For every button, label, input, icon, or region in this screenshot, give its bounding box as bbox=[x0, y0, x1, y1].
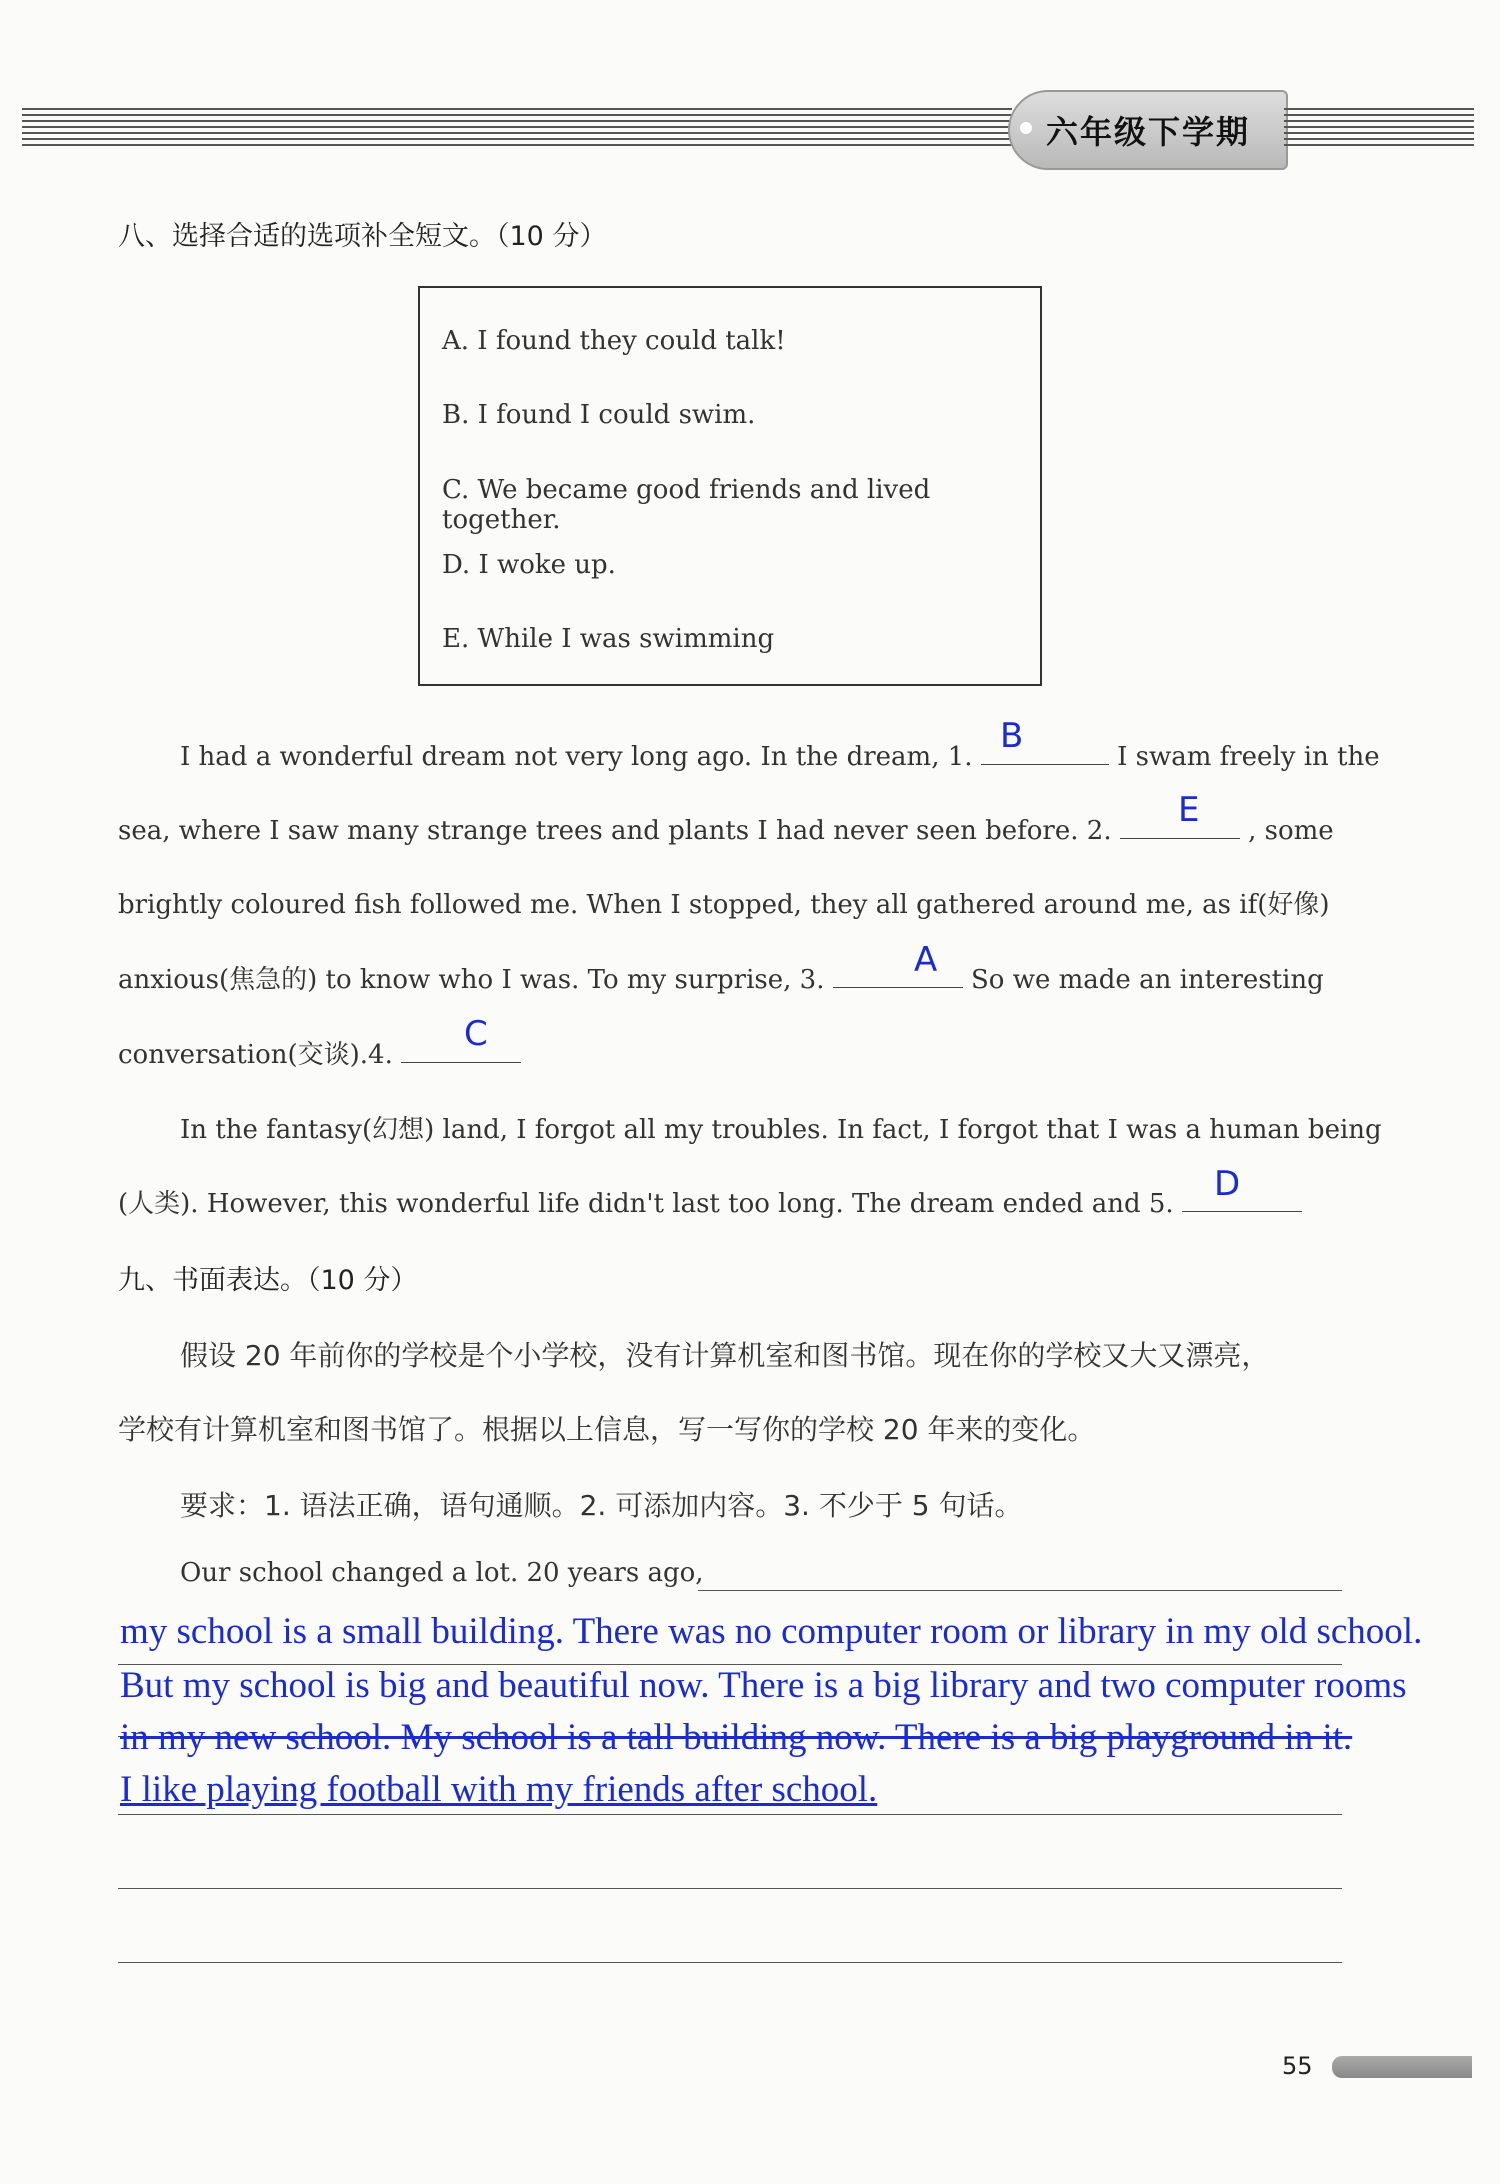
grade-label: 六年级下学期 bbox=[1045, 113, 1250, 151]
passage-line-1 bbox=[180, 736, 1380, 772]
section8-title: 八、选择合适的选项补全短文。（10 分） bbox=[118, 221, 607, 252]
passage-text: conversation(交谈).4. bbox=[118, 1040, 393, 1070]
passage-text: So we made an interesting bbox=[971, 965, 1324, 995]
writing-starter: Our school changed a lot. 20 years ago, bbox=[180, 1558, 704, 1588]
writing-line-5 bbox=[118, 1962, 1342, 1963]
requirements: 要求：1. 语法正确，语句通顺。2. 可添加内容。3. 不少于 5 句话。 bbox=[180, 1489, 1023, 1522]
header-stripes-left bbox=[22, 108, 1012, 148]
blank-3[interactable] bbox=[833, 959, 963, 988]
passage-text: anxious(焦急的) to know who I was. To my surprise, 3. bbox=[118, 965, 825, 995]
blank-5[interactable] bbox=[1182, 1183, 1302, 1212]
writing-line-3 bbox=[118, 1814, 1342, 1815]
passage-line-7 bbox=[118, 1183, 1302, 1220]
section9-title: 九、书面表达。（10 分） bbox=[118, 1265, 418, 1296]
writing-line-0 bbox=[698, 1590, 1342, 1591]
grade-tab-dot bbox=[1020, 122, 1032, 134]
passage-line-2 bbox=[118, 810, 1334, 846]
options-box bbox=[418, 286, 1042, 686]
passage-line-3: brightly coloured fish followed me. When I stopped, they all gathered around me, as if(好像) bbox=[118, 890, 1330, 920]
passage-text: sea, where I saw many strange trees and plants I had never seen before. 2. bbox=[118, 816, 1112, 846]
writing-line-4 bbox=[118, 1888, 1342, 1889]
handwriting-line-1: my school is a small building. There was no computer room or library in my old school. bbox=[120, 1611, 1423, 1652]
passage-text: , some bbox=[1248, 816, 1334, 846]
answer-4: C bbox=[464, 1014, 488, 1054]
page-number: 55 bbox=[1282, 2052, 1313, 2080]
passage-line-4 bbox=[118, 959, 1324, 996]
passage-text: (人类). However, this wonderful life didn't last too long. The dream ended and 5. bbox=[118, 1189, 1174, 1219]
option-e: E. While I was swimming bbox=[442, 624, 775, 654]
answer-2: E bbox=[1178, 790, 1200, 830]
prompt-line-1: 假设 20 年前你的学校是个小学校，没有计算机室和图书馆。现在你的学校又大又漂亮， bbox=[180, 1339, 1270, 1372]
passage-line-5 bbox=[118, 1034, 521, 1071]
handwriting-line-3: in my new school. My school is a tall building now. There is a big playground in it. bbox=[120, 1717, 1353, 1758]
answer-5: D bbox=[1214, 1164, 1241, 1204]
handwriting-line-2: But my school is big and beautiful now. There is a big library and two computer rooms bbox=[120, 1665, 1407, 1706]
page-number-bar bbox=[1332, 2056, 1472, 2078]
handwriting-line-4: I like playing football with my friends after school. bbox=[120, 1769, 878, 1810]
answer-1: B bbox=[1000, 716, 1024, 756]
passage-text: I had a wonderful dream not very long ago. In the dream, 1. bbox=[180, 742, 973, 772]
grade-tab bbox=[1008, 90, 1288, 170]
option-c: C. We became good friends and lived together. bbox=[442, 475, 931, 535]
option-b: B. I found I could swim. bbox=[442, 400, 756, 430]
passage-line-6: In the fantasy(幻想) land, I forgot all my troubles. In fact, I forgot that I was a human being bbox=[180, 1115, 1382, 1145]
header-stripes-right bbox=[1284, 108, 1474, 148]
option-d: D. I woke up. bbox=[442, 550, 616, 580]
answer-3: A bbox=[914, 940, 938, 980]
blank-4[interactable] bbox=[401, 1034, 521, 1063]
prompt-line-2: 学校有计算机室和图书馆了。根据以上信息，写一写你的学校 20 年来的变化。 bbox=[118, 1413, 1096, 1446]
passage-text: I swam freely in the bbox=[1117, 742, 1380, 772]
option-a: A. I found they could talk! bbox=[442, 326, 786, 356]
